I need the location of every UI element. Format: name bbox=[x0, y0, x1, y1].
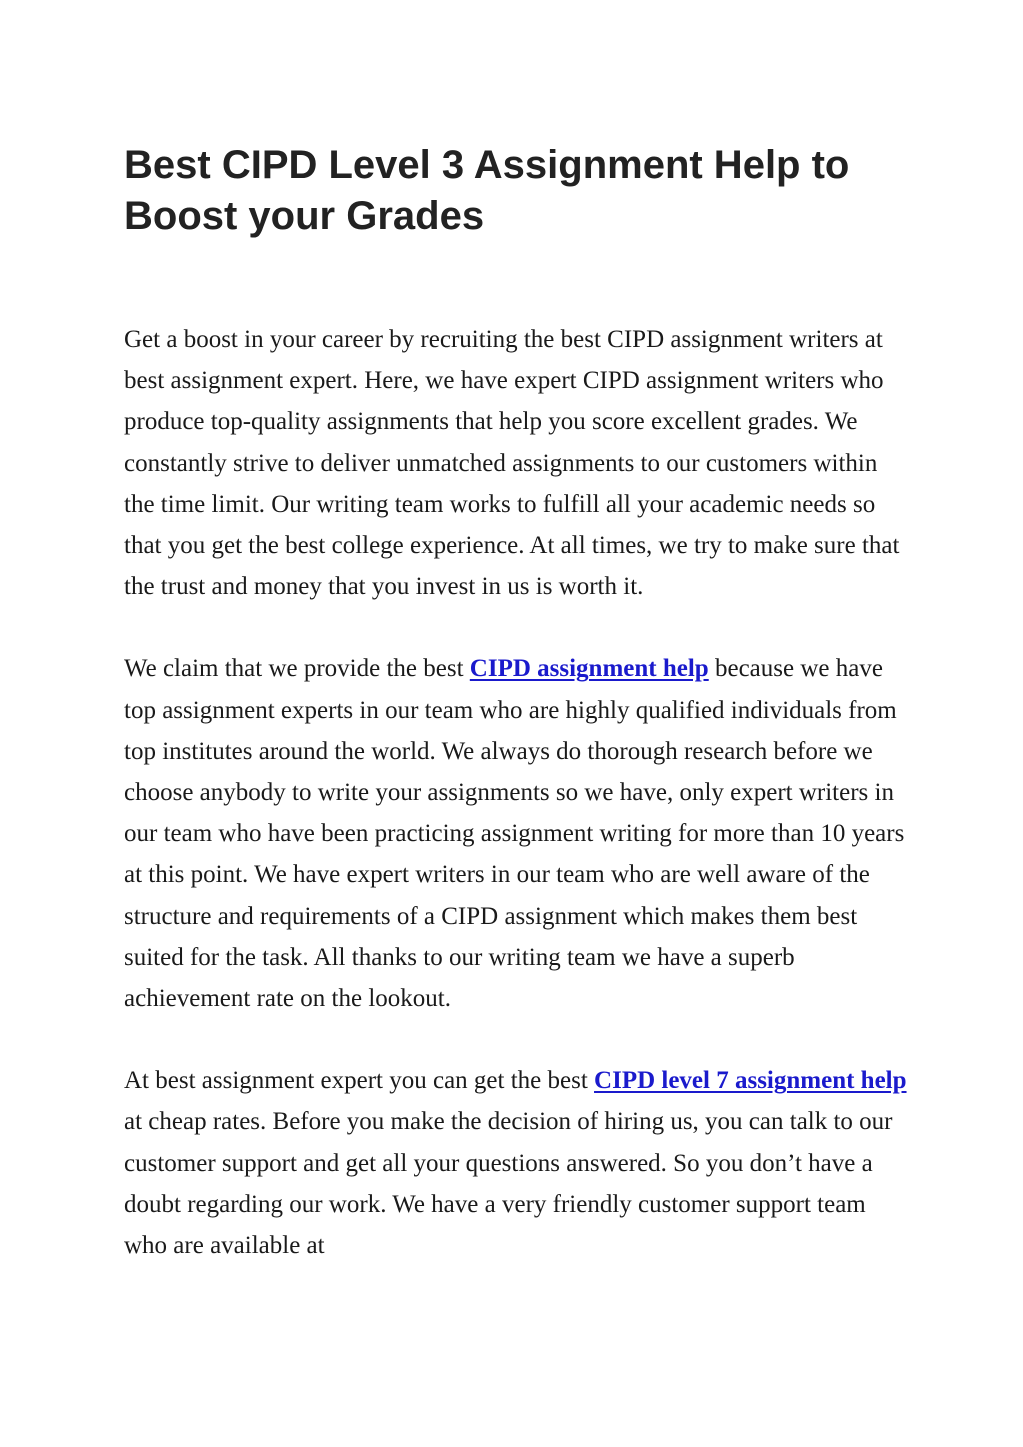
paragraph-claim bbox=[124, 648, 914, 1019]
cipd-level-7-assignment-help-link[interactable]: CIPD level 7 assignment help bbox=[594, 1067, 907, 1095]
paragraph-intro: Get a boost in your career by recruiting the best CIPD assignment writers at best assignment expert. Here, we have expert CIPD assignment writers who produce top-quality assignments that help you score excellent grades. We constantly strive to deliver unmatched assignments to our customers within the time limit. Our writing team works to fulfill all your academic needs so that you get the best college experience. At all times, we try to make sure that the trust and money that you invest in us is worth it. bbox=[124, 326, 900, 601]
paragraph-pricing-text-after: at cheap rates. Before you make the decision of hiring us, you can talk to our customer support and get all your questions answered. So you don’t have a doubt regarding our work. We have a very friendly customer support team who are available at bbox=[124, 1108, 893, 1260]
paragraph-claim-text-before: We claim that we provide the best bbox=[124, 655, 470, 683]
document-page bbox=[124, 140, 914, 1266]
paragraph-pricing-text-before: At best assignment expert you can get the best bbox=[124, 1067, 595, 1095]
cipd-assignment-help-link[interactable]: CIPD assignment help bbox=[469, 655, 709, 683]
paragraph-pricing bbox=[124, 1060, 914, 1266]
page-title: Best CIPD Level 3 Assignment Help to Boost your Grades bbox=[124, 143, 850, 238]
paragraph-claim-text-after: because we have top assignment experts in our team who are highly qualified individuals from top institutes around the world. We always do thorough research before we choose anybody to write your assignments so we have, only expert writers in our team who have been practicing assignment writing for more than 10 years at this point. We have expert writers in our team who are well aware of the structure and requirements of a CIPD assignment which makes them best suited for the task. All thanks to our writing team we have a superb achievement rate on the lookout. bbox=[124, 655, 905, 1013]
